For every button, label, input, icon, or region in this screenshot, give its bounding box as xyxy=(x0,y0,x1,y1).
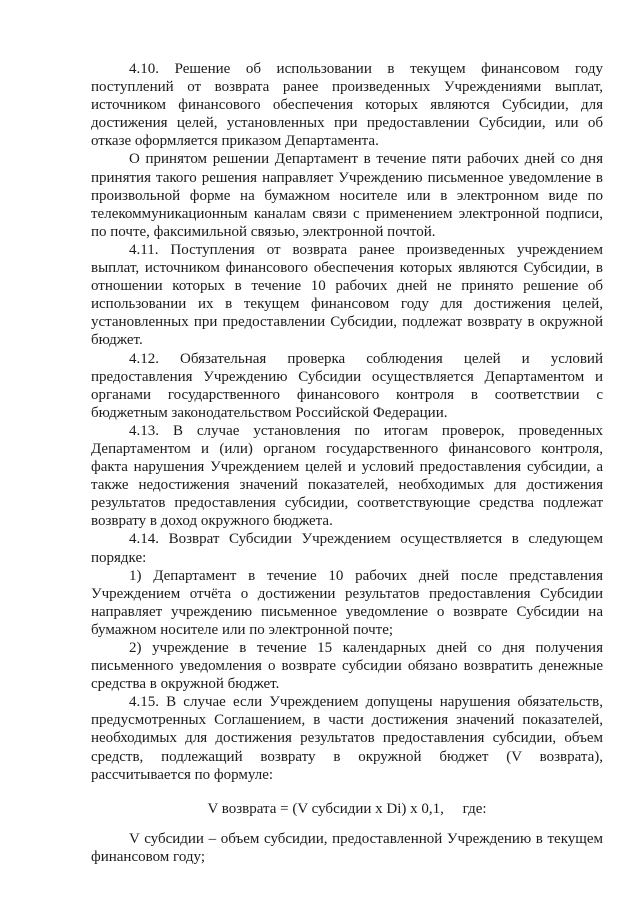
paragraph-4-10: 4.10. Решение об использовании в текущем финансовом году поступлений от возврата ранее произведенных Учреждениями выплат, источником финансового обеспечения которых являются Субсидии, для достижения целей, установленных при предоставлении Субсидии, или об отказе оформляется приказом Департамента. xyxy=(91,61,603,150)
paragraph-4-13: 4.13. В случае установления по итогам проверок, проведенных Департаментом и (или) органом государственного финансового контроля, факта нарушения Учреждением целей и условий предоставления субсидии, а также недостижения значений показателей, необходимых для достижения результатов предоставления субсидии, соответствующие средства подлежат возврату в доход окружного бюджета. xyxy=(91,422,603,530)
return-formula: V возврата = (V субсидии x Di) x 0,1, где: xyxy=(207,800,487,817)
paragraph-4-11: 4.11. Поступления от возврата ранее произведенных учреждением выплат, источником финансового обеспечения которых являются Субсидии, в отношении которых в течение 10 рабочих дней не принято решение об использовании их в текущем финансовом году для достижения целей, установленных при предоставлении Субсидии, подлежат возврату в окружной бюджет. xyxy=(91,241,603,349)
paragraph-4-14: 4.14. Возврат Субсидии Учреждением осуществляется в следующем порядке: xyxy=(91,531,603,566)
list-item-1: 1) Департамент в течение 10 рабочих дней после представления Учреждением отчёта о достижении результатов предоставления Субсидии направляет учреждению письменное уведомление о возврате Субсидии на бумажном носителе или по электронной почте; xyxy=(91,567,603,638)
paragraph-4-15: 4.15. В случае если Учреждением допущены нарушения обязательств, предусмотренных Соглашением, в части достижения значений показателей, необходимых для достижения результатов предоставления субсидии, объем средств, подлежащий возврату в окружной бюджет (V возврата), рассчитывается по формуле: xyxy=(91,694,603,783)
paragraph-decision-notice: О принятом решении Департамент в течение пяти рабочих дней со дня принятия такого решения направляет Учреждению письменное уведомление в произвольной форме на бумажном носителе или в электронном виде по телекоммуникационным каналам связи с применением электронной подписи, по почте, факсимильной связью, электронной почтой. xyxy=(91,151,603,240)
paragraph-4-12: 4.12. Обязательная проверка соблюдения целей и условий предоставления Учреждению Субсидии осуществляется Департаментом и органами государственного финансового контроля в соответствии с бюджетным законодательством Российской Федерации. xyxy=(91,350,603,421)
document-page xyxy=(91,60,603,866)
list-item-2: 2) учреждение в течение 15 календарных дней со дня получения письменного уведомления о возврате субсидии обязано возвратить денежные средства в окружной бюджет. xyxy=(91,640,603,693)
definition-v-subsidy: V субсидии – объем субсидии, предоставленной Учреждению в текущем финансовом году; xyxy=(91,830,603,865)
